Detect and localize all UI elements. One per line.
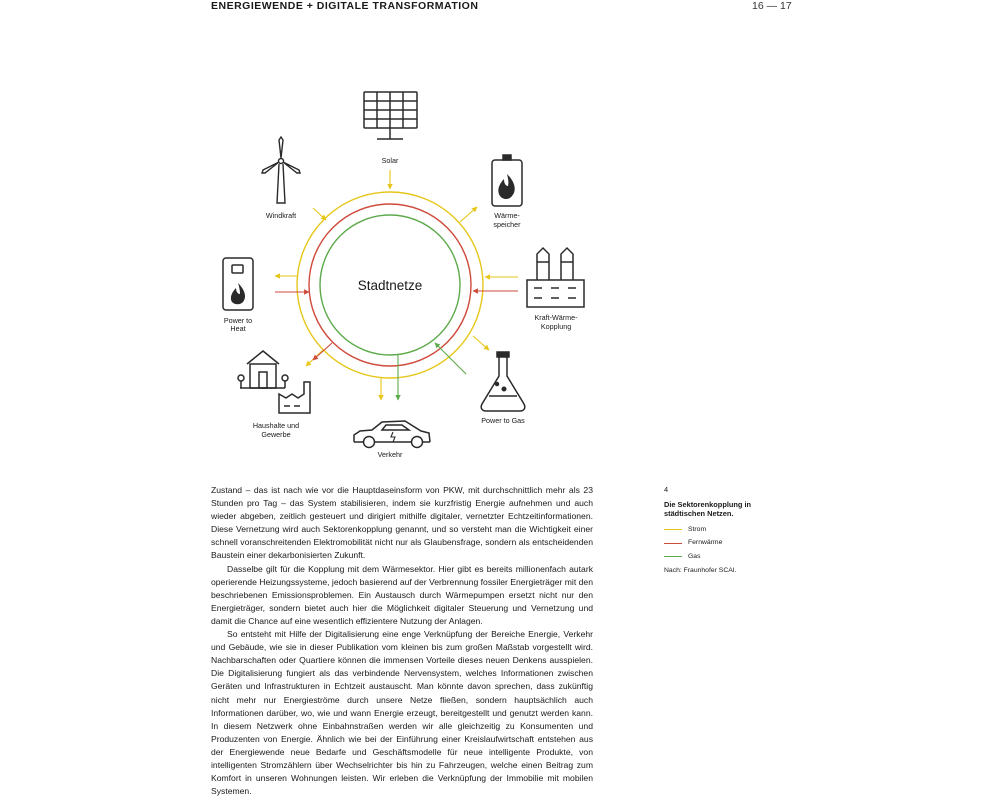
arrow-power-to-gas-gas-in: [435, 343, 466, 374]
arrow-power-to-gas-strom-out: [473, 336, 489, 350]
label-kwk-1: Kraft-Wärme-: [534, 313, 578, 322]
figure-number: 4: [664, 485, 669, 494]
legend-label: Gas: [688, 552, 701, 560]
legend-swatch-gas: [664, 556, 682, 557]
label-windkraft: Windkraft: [265, 211, 297, 220]
car-icon: [354, 421, 430, 448]
legend-item-fernwaerme: [664, 536, 774, 550]
center-label: Stadtnetze: [357, 278, 423, 293]
label-waermespeicher-1: Wärme-: [494, 211, 520, 220]
legend: [664, 523, 774, 564]
figure-title: Die Sektorenkopplung in städtischen Netzen.: [664, 499, 752, 519]
label-solar: Solar: [381, 156, 399, 165]
legend-label: Fernwärme: [688, 539, 723, 547]
label-waermespeicher-2: speicher: [493, 220, 521, 229]
running-header-title: ENERGIEWENDE + DIGITALE TRANSFORMATION: [211, 0, 479, 12]
label-power-to-gas: Power to Gas: [481, 416, 525, 425]
legend-item-strom: [664, 523, 774, 537]
arrow-waermespeicher-out: [460, 207, 477, 222]
house-factory-icon: [238, 351, 310, 413]
label-kwk-2: Kopplung: [540, 322, 572, 331]
label-power-to-heat-1: Power to: [223, 316, 253, 325]
label-haushalte-1: Haushalte und: [252, 421, 300, 430]
legend-swatch-strom: [664, 529, 682, 530]
legend-label: Strom: [688, 525, 707, 533]
paragraph-2: Dasselbe gilt für die Kopplung mit dem Wärmesektor. Hier gibt es bereits millionenfach autark operierende Heizungssysteme, jedoch basierend auf der Verbrennung fossiler Energieträger mit den beschriebenen Emissionsproblemen. Ein Austausch durch Wärmepumpen ersetzt nicht nur den Energieträger, sondern bietet auch hier die Möglichkeit digitaler Steuerung und Vernetzung und damit die Chance auf eine wesentlich effizientere Nutzung der Anlagen.: [211, 563, 593, 626]
legend-swatch-fernwaerme: [664, 543, 682, 544]
label-verkehr: Verkehr: [377, 450, 403, 459]
paragraph-1: Zustand – das ist nach wie vor die Hauptdaseinsform von PKW, mit durchschnittlich mehr als 23 Stunden pro Tag – das System stabilisieren, indem sie kurzfristig Energie aufnehmen und auch wieder abgeben, zeitlich gesteuert und dirigiert mithilfe digitaler, vernetzter Echtzeitinformationen. Diese Vernetzung wird auch Sektorenkopplung genannt, und so versteht man die Wichtigkeit einer schnell voranschreitenden Elektromobilität nicht nur als Glaubensfrage, sondern als entscheidenden Baustein einer dekarbonisierten Zukunft.: [211, 485, 593, 561]
label-haushalte-2: Gewerbe: [261, 430, 291, 439]
page-numbers: 16 — 17: [752, 0, 792, 12]
arrow-haushalte-fernwaerme-out: [313, 343, 332, 360]
wind-turbine-icon: [262, 137, 300, 203]
paragraph-3: So entsteht mit Hilfe der Digitalisierung eine enge Verknüpfung der Bereiche Energie, Verkehr und Gebäude, wie sie in dieser Publikation vom kleinen bis zum großen Maßstab vorgestellt wird. Nachbarschaften oder Quartiere können die immensen Vorteile dieses neuen Denkens ausspielen. Die Digitalisierung fungiert als das verbindende Nervensystem, welches Informationen zwischen Geräten und Infrastrukturen in Echtzeit austauscht. Man könnte davon sprechen, dass zukünftig nicht mehr nur Energieströme durch unsere Netze fließen, sondern hauptsächlich auch Informationen darüber, wo, wie und wann Energie erzeugt, bereitgestellt und genutzt werden kann. In diesem Netzwerk ohne Einbahnstraßen werden wir alle gleichzeitig zu Konsumenten und Produzenten von Energie. Ähnlich wie bei der Einführung einer Kreislaufwirtschaft entstehen aus der Energiewende neue Bedarfe und Geschäftsmodelle für neue intelligente Produkte, von intelligenten Stromzählern über Wechselrichter bis hin zu Fahrzeugen, welche einen Beitrag zum Komfort in unseren Wohnungen leisten. Wir erleben die Verknüpfung der Immobilie mit mobilen Systemen.: [211, 629, 593, 797]
figure-source: Nach: Fraunhofer SCAI.: [664, 567, 737, 575]
heater-icon: [223, 258, 253, 310]
body-text: [211, 484, 593, 798]
label-power-to-heat-2: Heat: [230, 324, 246, 333]
solar-icon: [364, 92, 417, 139]
factory-icon: [527, 248, 584, 307]
figure-caption: [664, 485, 774, 576]
legend-item-gas: [664, 550, 774, 564]
battery-flame-icon: [492, 155, 522, 206]
flask-icon: [481, 352, 525, 411]
arrow-windkraft-in: [313, 208, 326, 220]
